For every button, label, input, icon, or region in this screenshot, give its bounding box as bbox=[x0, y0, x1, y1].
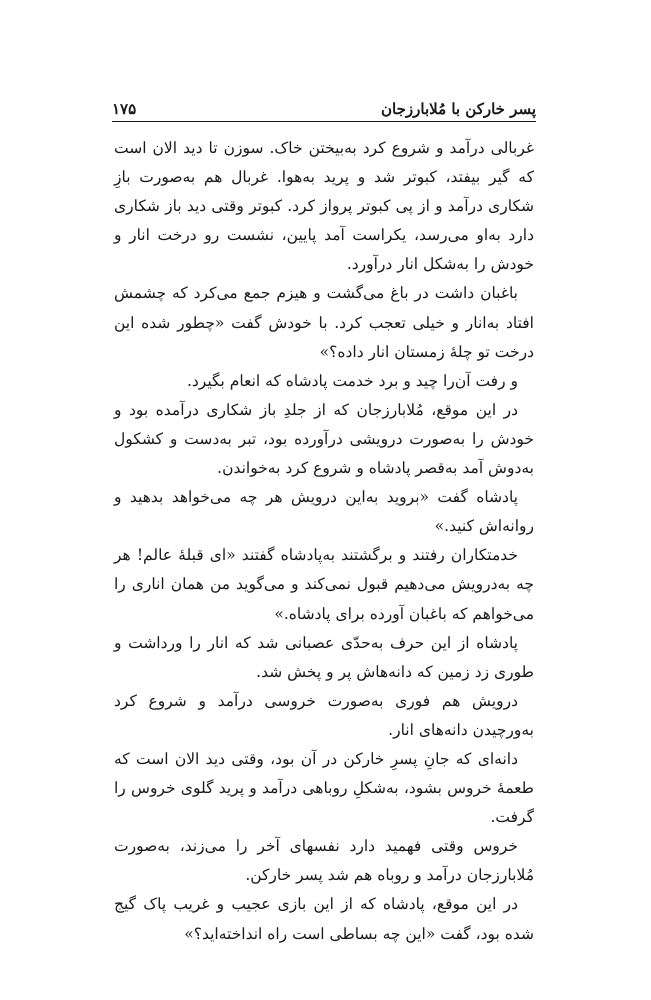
paragraph: و رفت آن‌را چید و برد خدمت پادشاه که انعام بگیرد. bbox=[186, 371, 518, 390]
paragraph: در این موقع، پادشاه که از این بازی عجیب و غریب پاک گیج شده بود، گفت «این چه بساطی است راه انداخته‌اید؟» bbox=[114, 895, 534, 943]
paragraph: در این موقع، مُلابارزجان که از جلدِ باز شکاری درآمده بود و خودش را به‌صورت درویشی درآورده بود، تبر به‌دست و کشکول به‌دوش آمد به‌قصر پادشاه و شروع کرد به‌خواندن. bbox=[114, 400, 534, 478]
body-text bbox=[114, 134, 534, 949]
paragraph: پادشاه از این حرف به‌حدّی عصبانی شد که انار را ورداشت و طوری زد زمین که دانه‌هاش پر و پخش شد. bbox=[114, 633, 534, 681]
header-rule bbox=[112, 121, 536, 122]
running-title: پسر خارکن با مُلابارزجان bbox=[381, 100, 536, 118]
paragraph: دانه‌ای که جانِ پسرِ خارکن در آن بود، وقتی دید الان است که طعمهٔ خروس بشود، به‌شکلِ روباهی درآمد و پرید گلوی خروس را گرفت. bbox=[114, 749, 534, 827]
paragraph: پادشاه گفت «بروید به‌این درویش هر چه می‌خواهد بدهید و روانه‌اش کنید.» bbox=[114, 488, 534, 536]
paragraph: درویش هم فوری به‌صورت خروسی درآمد و شروع کرد به‌ورچیدن دانه‌های انار. bbox=[114, 691, 534, 739]
paragraph: باغبان داشت در باغ می‌گشت و هیزم جمع می‌کرد که چشمش افتاد به‌انار و خیلی تعجب کرد. با خودش گفت «چطور شده این درخت تو چلهٔ زمستان انار داده؟» bbox=[114, 284, 534, 361]
running-header bbox=[112, 88, 536, 118]
page-number: ۱۷۵ bbox=[112, 100, 137, 118]
paragraph: غربالی درآمد و شروع کرد به‌بیختن خاک. سوزن تا دید الان است که گیر بیفتد، کبوتر شد و پرید به‌هوا. غربال هم به‌صورت بازِ شکاری درآمد و از پی کبوتر پرواز کرد. کبوتر وقتی دید باز شکاری دارد به‌او می‌رسد، یکراست آمد پایین، نشست رو درخت انار و خودش را به‌شکل انار درآورد. bbox=[114, 139, 534, 274]
paragraph: خروس وقتی فهمید دارد نفسهای آخر را می‌زند، به‌صورت مُلابارزجان درآمد و روباه هم شد پسر خارکن. bbox=[114, 837, 534, 885]
paragraph: خدمتکاران رفتند و برگشتند به‌پادشاه گفتند «ای قبلهٔ عالم! هر چه به‌درویش می‌دهیم قبول نمی‌کند و می‌گوید من همان اناری را می‌خواهم که باغبان آورده برای پادشاه.» bbox=[114, 546, 534, 623]
